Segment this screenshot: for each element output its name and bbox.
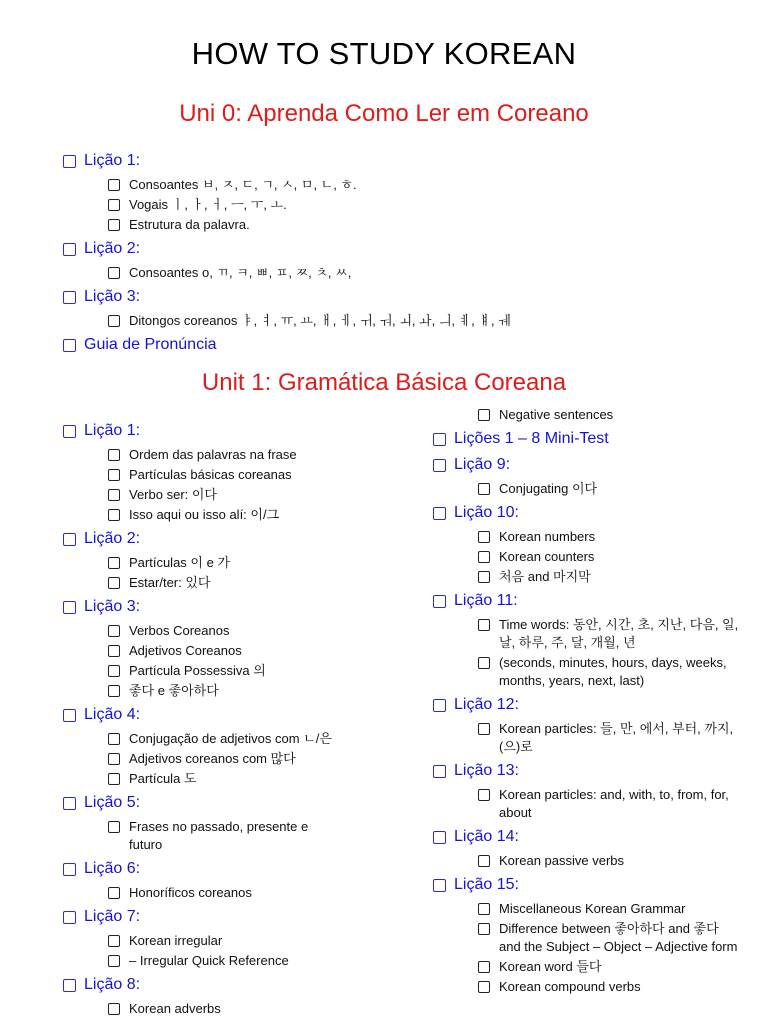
lesson-checkbox[interactable] (63, 425, 76, 438)
unit1-right-column (430, 406, 740, 1000)
unit1-heading: Unit 1: Gramática Básica Coreana (201, 369, 567, 396)
lesson-checkbox[interactable] (63, 339, 76, 352)
checklist-item (106, 662, 390, 680)
item-text: Korean particles: 들, 만, 에서, 부터, 까지, (으)로 (499, 721, 734, 754)
item-text: Adjetivos Coreanos (129, 643, 242, 658)
checklist-item (106, 952, 390, 970)
unit0-lesson-list (60, 150, 700, 360)
item-list (476, 720, 740, 756)
item-list (106, 1000, 390, 1018)
item-text: Verbo ser: 이다 (129, 487, 217, 502)
checkbox[interactable] (108, 645, 120, 657)
checkbox[interactable] (108, 199, 120, 211)
lesson-link[interactable] (60, 974, 390, 996)
lesson-label[interactable]: Lição 1: (84, 422, 141, 439)
item-text: – Irregular Quick Reference (129, 953, 289, 968)
lesson-checkbox[interactable] (433, 459, 446, 472)
lesson-link[interactable] (430, 590, 740, 612)
item-list (476, 480, 740, 498)
lesson-checkbox[interactable] (63, 797, 76, 810)
checkbox[interactable] (478, 483, 490, 495)
checkbox[interactable] (108, 449, 120, 461)
lesson-checkbox[interactable] (63, 709, 76, 722)
checklist-item (106, 312, 700, 330)
item-text: Estrutura da palavra. (129, 217, 250, 232)
item-text: Ordem das palavras na frase (129, 447, 297, 462)
lesson-label[interactable]: Lição 11: (454, 592, 518, 609)
checkbox[interactable] (478, 961, 490, 973)
checklist-item (476, 406, 740, 424)
checklist-item (476, 528, 740, 546)
checklist-item (106, 642, 390, 660)
item-list (476, 786, 740, 822)
item-list (106, 932, 390, 970)
checklist-item (106, 176, 700, 194)
lesson-checkbox[interactable] (63, 979, 76, 992)
item-text: Korean word 들다 (499, 959, 602, 974)
lesson-link[interactable] (60, 150, 700, 172)
checklist-item (106, 264, 700, 282)
lesson-label[interactable]: Lição 3: (84, 598, 141, 615)
checkbox[interactable] (108, 625, 120, 637)
checkbox[interactable] (108, 753, 120, 765)
lesson-label[interactable]: Lição 12: (454, 696, 519, 713)
checkbox[interactable] (478, 409, 490, 421)
lesson-label[interactable]: Lição 5: (84, 794, 141, 811)
item-text: Conjugação de adjetivos com ㄴ/은 (129, 731, 332, 746)
checkbox[interactable] (108, 267, 120, 279)
checklist-item (106, 506, 390, 524)
lesson-label[interactable]: Guia de Pronúncia (84, 336, 217, 353)
item-text: Partícula 도 (129, 771, 197, 786)
item-text: (seconds, minutes, hours, days, weeks, months, years, next, last) (499, 655, 727, 688)
item-text: Vogais ㅣ, ㅏ, ㅓ, ㅡ, ㅜ, ㅗ. (129, 197, 287, 212)
lesson-link[interactable] (430, 826, 740, 848)
checkbox[interactable] (108, 955, 120, 967)
item-text: Conjugating 이다 (499, 481, 598, 496)
lesson-checkbox[interactable] (433, 433, 446, 446)
item-text: Korean particles: and, with, to, from, for, about (499, 787, 729, 820)
item-list (106, 446, 390, 524)
lesson-link[interactable] (60, 420, 390, 442)
checklist-item (476, 480, 740, 498)
checkbox[interactable] (108, 489, 120, 501)
item-list (106, 818, 390, 854)
checklist-item (106, 486, 390, 504)
checklist-item (106, 770, 390, 788)
item-list (106, 730, 390, 788)
item-list (476, 616, 740, 690)
item-text: 처음 and 마지막 (499, 569, 591, 584)
checkbox[interactable] (478, 551, 490, 563)
checkbox[interactable] (478, 571, 490, 583)
item-text: Korean irregular (129, 933, 223, 948)
item-text: Korean passive verbs (499, 853, 625, 868)
lesson-checkbox[interactable] (63, 601, 76, 614)
checkbox[interactable] (108, 179, 120, 191)
item-text: Negative sentences (499, 407, 614, 422)
unit1-left-column (60, 420, 390, 1022)
item-text: Consoantes o, ㄲ, ㅋ, ㅃ, ㅍ, ㅉ, ㅊ, ㅆ, (129, 265, 352, 280)
lesson-checkbox[interactable] (63, 533, 76, 546)
lesson-label[interactable]: Lição 3: (84, 288, 141, 305)
item-list (476, 852, 740, 870)
checkbox[interactable] (478, 903, 490, 915)
checklist-item (106, 196, 700, 214)
lesson-checkbox[interactable] (63, 243, 76, 256)
item-text: Consoantes ㅂ, ㅈ, ㄷ, ㄱ, ㅅ, ㅁ, ㄴ, ㅎ. (129, 177, 357, 192)
lesson-label[interactable]: Lição 8: (84, 976, 141, 993)
lesson-label[interactable]: Lição 14: (454, 828, 519, 845)
checkbox[interactable] (108, 773, 120, 785)
lesson-checkbox[interactable] (433, 595, 446, 608)
item-text: Ditongos coreanos ㅑ, ㅕ, ㅠ, ㅛ, ㅐ, ㅔ, ㅟ, ㅝ, ㅚ, ㅘ, ㅢ, ㅖ, ㅒ, ㅞ (129, 313, 511, 328)
item-text: Difference between 좋아하다 and 좋다 and the Subject – Object – Adjective form (499, 921, 738, 954)
checkbox[interactable] (478, 923, 490, 935)
lesson-label[interactable]: Lição 6: (84, 860, 141, 877)
lesson-label[interactable]: Lições 1 – 8 Mini-Test (454, 430, 609, 447)
checklist-item (476, 548, 740, 566)
lesson-link[interactable] (60, 906, 390, 928)
item-text: Partícula Possessiva 의 (129, 663, 266, 678)
checklist-item (476, 654, 740, 690)
item-text: Korean compound verbs (499, 979, 641, 994)
item-text: Korean adverbs (129, 1001, 221, 1016)
lesson-label[interactable]: Lição 2: (84, 240, 141, 257)
checklist-item (476, 920, 740, 956)
checklist-item (106, 466, 390, 484)
checkbox[interactable] (108, 577, 120, 589)
item-text: Estar/ter: 있다 (129, 575, 211, 590)
lesson-checkbox[interactable] (63, 911, 76, 924)
item-text: Honoríficos coreanos (129, 885, 252, 900)
lesson-checkbox[interactable] (63, 863, 76, 876)
checklist-item (476, 786, 740, 822)
checklist-item (106, 554, 390, 572)
item-text: Partículas 이 e 가 (129, 555, 230, 570)
lesson-label[interactable]: Lição 7: (84, 908, 141, 925)
checklist-item (106, 682, 390, 700)
item-text: Time words: 동안, 시간, 초, 지난, 다음, 일, 날, 하루, 주, 달, 개월, 년 (499, 617, 739, 650)
item-text: Adjetivos coreanos com 많다 (129, 751, 296, 766)
page-title: HOW TO STUDY KOREAN (191, 36, 577, 71)
item-list (106, 264, 700, 282)
lesson-label[interactable]: Lição 10: (454, 504, 519, 521)
checklist-item (476, 568, 740, 586)
lesson-checkbox[interactable] (63, 155, 76, 168)
lesson-link[interactable] (60, 792, 390, 814)
lesson-label[interactable]: Lição 13: (454, 762, 519, 779)
checklist-item (106, 884, 390, 902)
lesson-checkbox[interactable] (433, 507, 446, 520)
lesson-checkbox[interactable] (433, 831, 446, 844)
checklist-item (476, 958, 740, 976)
lesson-link[interactable] (60, 528, 390, 550)
checkbox[interactable] (108, 315, 120, 327)
checklist-item (476, 720, 740, 756)
item-text: Partículas básicas coreanas (129, 467, 292, 482)
checkbox[interactable] (478, 981, 490, 993)
checklist-item (106, 216, 700, 234)
checklist-item (106, 818, 390, 854)
checkbox[interactable] (108, 1003, 120, 1015)
lesson-link[interactable] (60, 596, 390, 618)
checkbox[interactable] (108, 935, 120, 947)
item-text: Verbos Coreanos (129, 623, 230, 638)
lesson-link[interactable] (60, 238, 700, 260)
item-text: Korean numbers (499, 529, 596, 544)
checklist-item (106, 574, 390, 592)
checklist-item (106, 622, 390, 640)
checklist-item (476, 616, 740, 652)
lesson-checkbox[interactable] (63, 291, 76, 304)
checklist-item (106, 1000, 390, 1018)
checkbox[interactable] (478, 855, 490, 867)
checklist-item (106, 730, 390, 748)
checkbox[interactable] (478, 531, 490, 543)
lesson-link[interactable] (430, 760, 740, 782)
item-list (106, 312, 700, 330)
checkbox[interactable] (478, 657, 490, 669)
checkbox[interactable] (108, 219, 120, 231)
checkbox[interactable] (478, 723, 490, 735)
item-list (476, 406, 740, 424)
lesson-link[interactable] (430, 428, 740, 450)
item-list (106, 176, 700, 234)
unit0-heading: Uni 0: Aprenda Como Ler em Coreano (179, 100, 589, 127)
item-list (106, 554, 390, 592)
lesson-link[interactable] (60, 704, 390, 726)
lesson-link[interactable] (430, 502, 740, 524)
checkbox[interactable] (108, 557, 120, 569)
item-text: 좋다 e 좋아하다 (129, 683, 219, 698)
checklist-item (106, 750, 390, 768)
checkbox[interactable] (108, 685, 120, 697)
lesson-link[interactable] (60, 286, 700, 308)
lesson-label[interactable]: Lição 9: (454, 456, 511, 473)
checklist-item (476, 978, 740, 996)
checkbox[interactable] (108, 665, 120, 677)
item-text: Isso aqui ou isso alí: 이/그 (129, 507, 280, 522)
lesson-link[interactable] (430, 454, 740, 476)
lesson-link[interactable] (60, 334, 700, 356)
checkbox[interactable] (108, 821, 120, 833)
lesson-label[interactable]: Lição 15: (454, 876, 519, 893)
lesson-link[interactable] (430, 694, 740, 716)
lesson-checkbox[interactable] (433, 765, 446, 778)
checklist-item (106, 932, 390, 950)
item-text: Miscellaneous Korean Grammar (499, 901, 686, 916)
checkbox[interactable] (478, 619, 490, 631)
item-text: Frases no passado, presente e futuro (129, 819, 309, 852)
item-list (476, 528, 740, 586)
item-list (106, 622, 390, 700)
item-list (106, 884, 390, 902)
lesson-checkbox[interactable] (433, 699, 446, 712)
item-text: Korean counters (499, 549, 595, 564)
item-list (476, 900, 740, 996)
lesson-label[interactable]: Lição 4: (84, 706, 141, 723)
lesson-link[interactable] (60, 858, 390, 880)
checkbox[interactable] (108, 887, 120, 899)
checkbox[interactable] (478, 789, 490, 801)
checklist-item (476, 900, 740, 918)
checkbox[interactable] (108, 509, 120, 521)
checklist-item (106, 446, 390, 464)
checklist-item (476, 852, 740, 870)
checkbox[interactable] (108, 733, 120, 745)
checkbox[interactable] (108, 469, 120, 481)
lesson-label[interactable]: Lição 1: (84, 152, 141, 169)
lesson-label[interactable]: Lição 2: (84, 530, 141, 547)
lesson-link[interactable] (430, 874, 740, 896)
lesson-checkbox[interactable] (433, 879, 446, 892)
